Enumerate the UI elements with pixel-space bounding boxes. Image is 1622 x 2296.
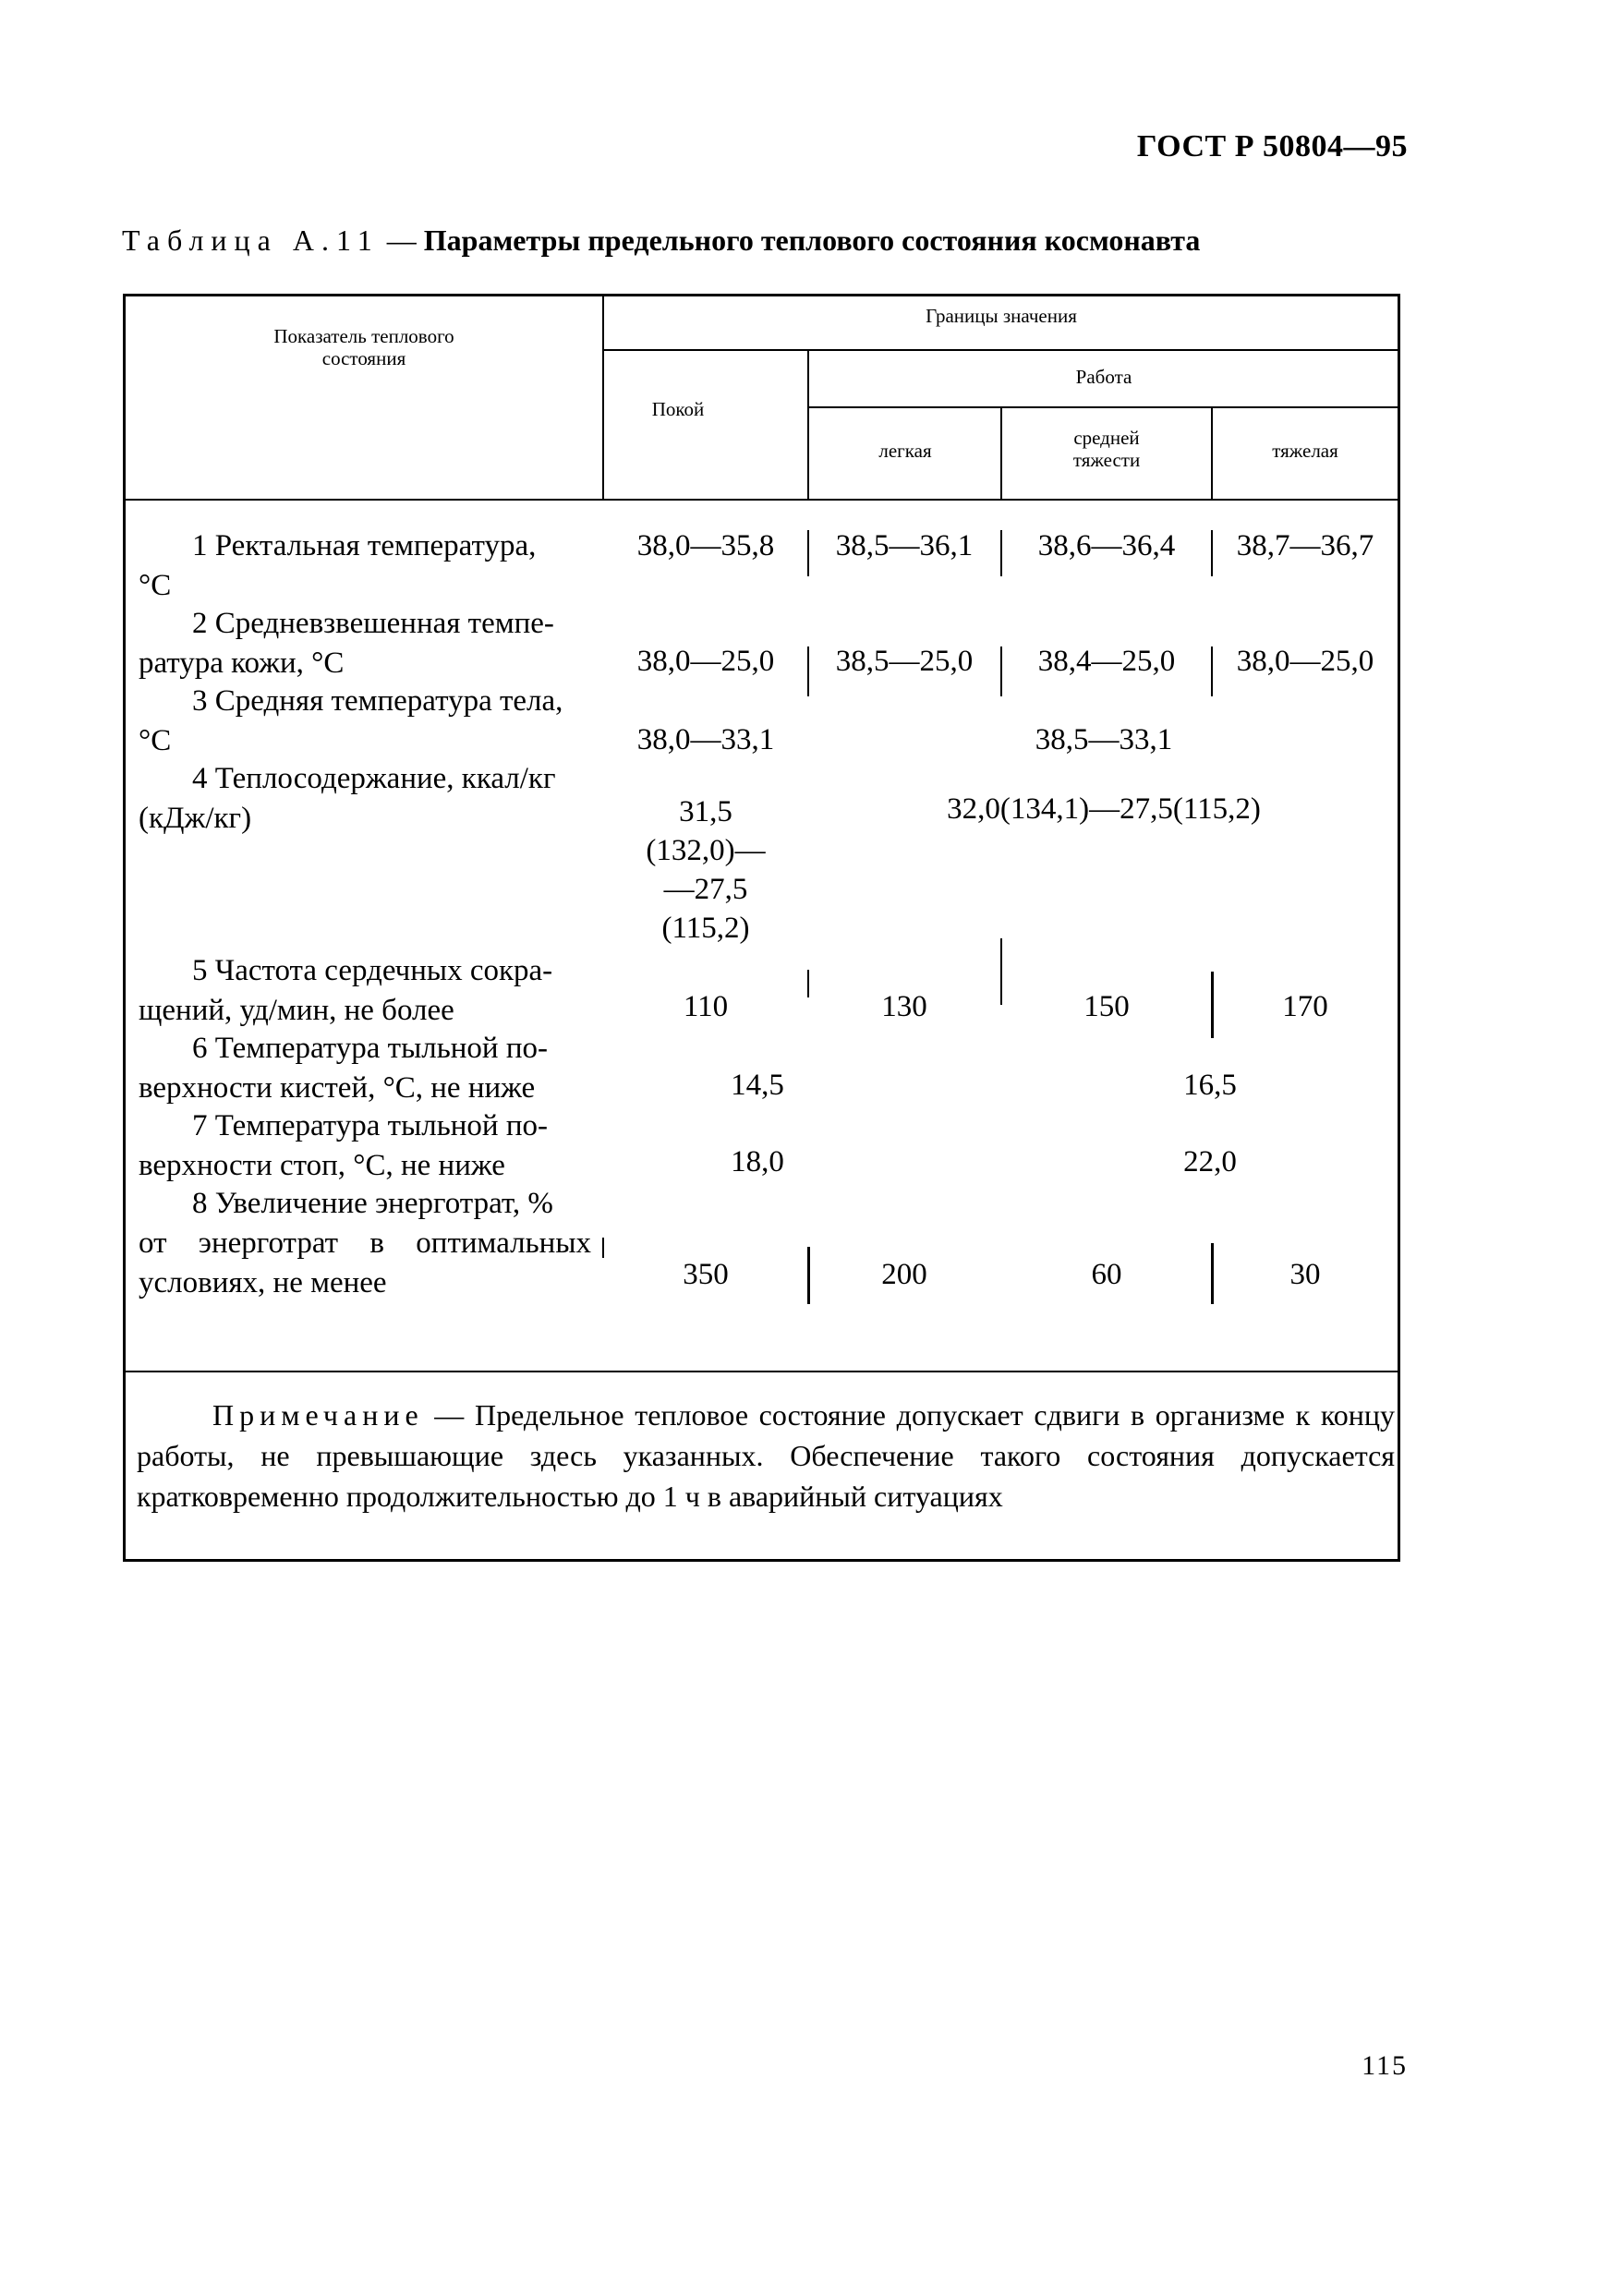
cell-rest: 38,0—33,1 [636, 723, 775, 756]
cell-work: 16,5 [1183, 1069, 1237, 1102]
header-rest: Покой [651, 398, 705, 420]
row-label: 7 Температура тыльной по- верхности стоп, °С, не ниже [139, 1109, 548, 1182]
header-rule [123, 499, 1400, 501]
page-number: 115 [1362, 2050, 1408, 2081]
cell-medium: 38,6—36,4 [1037, 529, 1176, 562]
cell-light: 38,5—36,1 [835, 529, 974, 562]
note-dash: — [423, 1398, 475, 1432]
bounds-rule [603, 349, 1400, 351]
row-label: 4 Теплосодержание, ккал/кг (кДж/кг) [139, 762, 556, 835]
cell-rest: 350 [683, 1258, 729, 1291]
note-text: Предельное тепловое состояние допускает сдвиги в организме к концу работы, не превышающие здесь указанных. Обеспечение такого состояния допускается кратковременно продолжительностью до 1 ч в аварийный ситуациях [137, 1398, 1396, 1513]
table-label: Таблица А.11 [122, 224, 380, 257]
cell-light: 130 [881, 990, 927, 1023]
cell-rest: 18,0 [731, 1145, 784, 1178]
cell-medium: 60 [1091, 1258, 1122, 1291]
col-divider-indicator-body [602, 1238, 604, 1258]
cell-rest: 38,0—25,0 [636, 645, 775, 678]
note-rule [123, 1371, 1400, 1372]
cell-heavy: 38,0—25,0 [1236, 645, 1374, 678]
note-label: Примечание [212, 1398, 424, 1432]
header-indicator: Показатель теплового состояния [273, 325, 454, 370]
header-heavy: тяжелая [1272, 440, 1338, 462]
table-border-top [123, 294, 1400, 296]
header-bounds: Границы значения [926, 305, 1077, 327]
cell-light: 200 [881, 1258, 927, 1291]
cell-medium: 38,4—25,0 [1037, 645, 1176, 678]
header-medium: средней тяжести [1072, 427, 1141, 472]
header-work: Работа [1075, 366, 1132, 388]
table-note [137, 1395, 1395, 1517]
table-title: Параметры предельного теплового состояния космонавта [423, 224, 1201, 257]
cell-work: 38,5—33,1 [1035, 723, 1173, 756]
cell-heavy: 38,7—36,7 [1236, 529, 1374, 562]
cell-rest: 14,5 [731, 1069, 784, 1102]
cell-rest: 110 [683, 990, 729, 1023]
cell-light: 38,5—25,0 [835, 645, 974, 678]
cell-rest: 31,5 (132,0)— —27,5 (115,2) [646, 795, 766, 945]
work-rule [808, 406, 1400, 408]
row-label: 8 Увеличение энерготрат, % от энерготрат в оптимальных условиях, не менее [139, 1187, 591, 1299]
cell-heavy: 30 [1289, 1258, 1321, 1291]
row-label: 3 Средняя температура тела, °С [139, 684, 563, 757]
standard-number: ГОСТ Р 50804—95 [1136, 129, 1408, 163]
cell-work: 32,0(134,1)—27,5(115,2) [947, 792, 1261, 826]
cell-heavy: 170 [1282, 990, 1328, 1023]
row-label: 5 Частота сердечных сокра- щений, уд/мин, не более [139, 954, 553, 1027]
cell-medium: 150 [1083, 990, 1130, 1023]
cell-work: 22,0 [1183, 1145, 1237, 1178]
row-label: 2 Средневзвешенная темпе- ратура кожи, °С [139, 607, 554, 680]
table-border-bottom [123, 1559, 1400, 1562]
row-label: 6 Температура тыльной по- верхности кистей, °С, не ниже [139, 1032, 548, 1105]
caption-dash: — [379, 224, 424, 257]
cell-rest: 38,0—35,8 [636, 529, 775, 562]
row-label: 1 Ректальная температура, °С [139, 529, 537, 602]
table-caption [122, 224, 1200, 258]
header-light: легкая [878, 440, 932, 462]
